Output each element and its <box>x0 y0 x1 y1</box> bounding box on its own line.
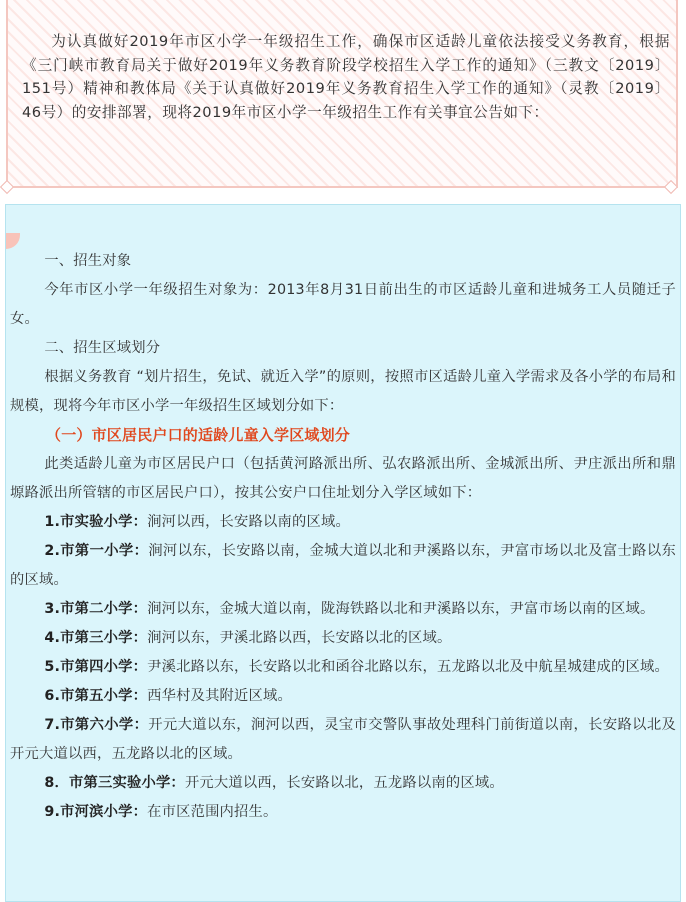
school-name: 4.市第三小学： <box>44 630 148 646</box>
school-name: 1.市实验小学： <box>44 514 148 530</box>
school-area: 西华村及其附近区域。 <box>147 688 293 704</box>
school-name: 3.市第二小学： <box>44 601 148 617</box>
school-item <box>10 711 676 769</box>
corner-diamond-left <box>0 180 14 194</box>
school-area: 涧河以东，尹溪北路以西，长安路以北的区域。 <box>147 630 452 646</box>
school-item <box>10 595 676 624</box>
corner-diamond-right <box>664 180 678 194</box>
school-name: 7.市第六小学： <box>44 717 149 733</box>
school-item <box>10 682 676 711</box>
intro-paragraph: 为认真做好2019年市区小学一年级招生工作，确保市区适龄儿童依法接受义务教育，根据《三门峡市教育局关于做好2019年义务教育阶段学校招生入学工作的通知》（三教文〔2019〕151号）精神和教体局《关于认真做好2019年义务教育招生入学工作的通知》（灵教〔2019〕46号）的安排部署，现将2019年市区小学一年级招生工作有关事宜公告如下： <box>22 33 670 121</box>
notice-content <box>10 247 676 827</box>
school-name: 9.市河滨小学： <box>44 804 148 820</box>
school-area: 涧河以东，金城大道以南，陇海铁路以北和尹溪路以东，尹富市场以南的区域。 <box>147 601 655 617</box>
school-item <box>10 624 676 653</box>
school-name: 8．市第三实验小学： <box>44 775 185 791</box>
school-name: 2.市第一小学： <box>44 543 149 559</box>
school-area: 涧河以东，长安路以南，金城大道以北和尹溪路以东，尹富市场以北及富士路以东的区域。 <box>10 543 676 588</box>
notice-box <box>5 204 681 902</box>
subsection-body: 此类适龄儿童为市区居民户口（包括黄河路派出所、弘农路派出所、金城派出所、尹庄派出所和鼎塬路派出所管辖的市区居民户口），按其公安户口住址划分入学区域如下： <box>10 456 676 501</box>
school-name: 5.市第四小学： <box>44 659 148 675</box>
school-item <box>10 653 676 682</box>
school-name: 6.市第五小学： <box>44 688 148 704</box>
school-area: 涧河以西，长安路以南的区域。 <box>147 514 351 530</box>
section-2-title: 二、招生区域划分 <box>44 340 161 356</box>
section-1-title: 一、招生对象 <box>44 253 132 269</box>
school-area: 在市区范围内招生。 <box>147 804 278 820</box>
school-item <box>10 798 676 827</box>
subsection-title: （一）市区居民户口的适龄儿童入学区域划分 <box>46 426 351 444</box>
section-2-body: 根据义务教育 “划片招生，免试、就近入学”的原则，按照市区适龄儿童入学需求及各小学的布局和规模，现将今年市区小学一年级招生区域划分如下： <box>10 369 676 414</box>
school-item <box>10 769 676 798</box>
section-1-body: 今年市区小学一年级招生对象为：2013年8月31日前出生的市区适龄儿童和进城务工人员随迁子女。 <box>10 282 676 327</box>
school-area: 开元大道以东，涧河以西，灵宝市交警队事故处理科门前街道以南，长安路以北及开元大道以西，五龙路以北的区域。 <box>10 717 676 762</box>
intro-box <box>6 0 678 188</box>
school-item <box>10 508 676 537</box>
school-area: 尹溪北路以东，长安路以北和函谷北路以东，五龙路以北及中航星城建成的区域。 <box>147 659 669 675</box>
school-area: 开元大道以西，长安路以北，五龙路以南的区域。 <box>184 775 504 791</box>
school-item <box>10 537 676 595</box>
